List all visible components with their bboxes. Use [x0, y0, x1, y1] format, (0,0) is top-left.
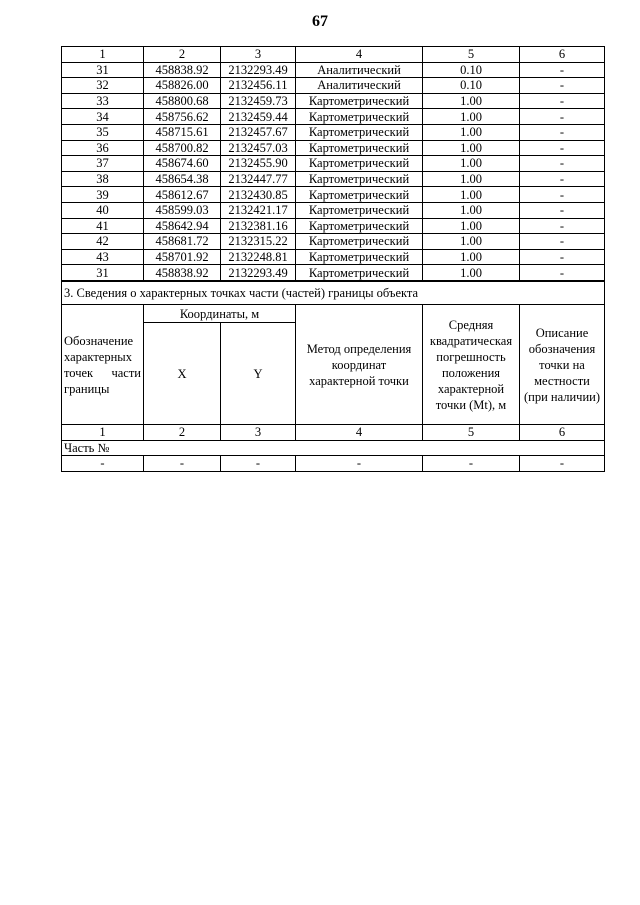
point-number-cell: 39: [62, 187, 144, 203]
accuracy-cell: 1.00: [423, 124, 520, 140]
empty-cell: -: [296, 456, 423, 472]
method-cell: Картометрический: [296, 124, 423, 140]
y-coordinate-cell: 2132447.77: [221, 171, 296, 187]
table-row: [62, 93, 605, 109]
empty-cell: -: [221, 456, 296, 472]
x-coordinate-cell: 458701.92: [144, 249, 221, 265]
accuracy-cell: 1.00: [423, 93, 520, 109]
column-number-cell: 4: [296, 47, 423, 63]
description-cell: -: [520, 93, 605, 109]
description-cell: -: [520, 78, 605, 94]
table-row: [62, 187, 605, 203]
description-cell: -: [520, 202, 605, 218]
table-row: [62, 249, 605, 265]
method-cell: Аналитический: [296, 62, 423, 78]
accuracy-cell: 1.00: [423, 218, 520, 234]
description-cell: -: [520, 156, 605, 172]
x-coordinate-cell: 458642.94: [144, 218, 221, 234]
column-number-row: [62, 47, 605, 63]
point-number-cell: 43: [62, 249, 144, 265]
x-coordinate-cell: 458826.00: [144, 78, 221, 94]
method-cell: Аналитический: [296, 78, 423, 94]
method-cell: Картометрический: [296, 234, 423, 250]
point-number-cell: 31: [62, 265, 144, 281]
numbering-cell: 2: [144, 425, 221, 441]
method-cell: Картометрический: [296, 249, 423, 265]
part-label: Часть №: [62, 440, 605, 456]
column-number-cell: 5: [423, 47, 520, 63]
method-cell: Картометрический: [296, 156, 423, 172]
description-cell: -: [520, 187, 605, 203]
table-row: [62, 78, 605, 94]
point-number-cell: 34: [62, 109, 144, 125]
description-cell: -: [520, 62, 605, 78]
error-header: Средняя квадратическая погрешность положения характерной точки (Mt), м: [423, 305, 520, 425]
point-number-cell: 32: [62, 78, 144, 94]
description-cell: -: [520, 234, 605, 250]
numbering-cell: 4: [296, 425, 423, 441]
accuracy-cell: 1.00: [423, 234, 520, 250]
method-cell: Картометрический: [296, 218, 423, 234]
method-cell: Картометрический: [296, 109, 423, 125]
column-number-cell: 3: [221, 47, 296, 63]
description-cell: -: [520, 218, 605, 234]
description-cell: -: [520, 109, 605, 125]
coordinates-header: Координаты, м: [144, 305, 296, 323]
method-cell: Картометрический: [296, 265, 423, 281]
x-coordinate-cell: 458681.72: [144, 234, 221, 250]
table-row: [62, 124, 605, 140]
point-number-cell: 37: [62, 156, 144, 172]
accuracy-cell: 1.00: [423, 140, 520, 156]
accuracy-cell: 1.00: [423, 171, 520, 187]
method-cell: Картометрический: [296, 93, 423, 109]
method-cell: Картометрический: [296, 140, 423, 156]
y-coordinate-cell: 2132315.22: [221, 234, 296, 250]
numbering-cell: 3: [221, 425, 296, 441]
point-number-cell: 31: [62, 62, 144, 78]
point-number-cell: 41: [62, 218, 144, 234]
point-number-cell: 38: [62, 171, 144, 187]
x-coordinate-cell: 458715.61: [144, 124, 221, 140]
table-row: [62, 140, 605, 156]
table-row: [62, 202, 605, 218]
x-coordinate-cell: 458654.38: [144, 171, 221, 187]
y-coordinate-cell: 2132421.17: [221, 202, 296, 218]
table-row: [62, 234, 605, 250]
method-cell: Картометрический: [296, 171, 423, 187]
x-header: X: [144, 323, 221, 425]
table-row: [62, 218, 605, 234]
parts-table: [61, 281, 605, 472]
numbering-cell: 6: [520, 425, 605, 441]
y-coordinate-cell: 2132248.81: [221, 249, 296, 265]
y-coordinate-cell: 2132381.16: [221, 218, 296, 234]
table-row: [62, 265, 605, 281]
page-number: 67: [312, 13, 328, 30]
x-coordinate-cell: 458599.03: [144, 202, 221, 218]
numbering-cell: 1: [62, 425, 144, 441]
table-row: [62, 62, 605, 78]
y-coordinate-cell: 2132457.67: [221, 124, 296, 140]
accuracy-cell: 1.00: [423, 202, 520, 218]
point-number-cell: 35: [62, 124, 144, 140]
point-number-cell: 33: [62, 93, 144, 109]
y-coordinate-cell: 2132293.49: [221, 265, 296, 281]
y-coordinate-cell: 2132459.73: [221, 93, 296, 109]
accuracy-cell: 0.10: [423, 62, 520, 78]
column-number-cell: 6: [520, 47, 605, 63]
method-cell: Картометрический: [296, 202, 423, 218]
empty-cell: -: [520, 456, 605, 472]
designation-header: Обозначение характерных точек части границы: [62, 305, 144, 425]
accuracy-cell: 1.00: [423, 249, 520, 265]
table-row: [62, 109, 605, 125]
y-coordinate-cell: 2132459.44: [221, 109, 296, 125]
y-coordinate-cell: 2132430.85: [221, 187, 296, 203]
point-number-cell: 40: [62, 202, 144, 218]
section-title: 3. Сведения о характерных точках части (частей) границы объекта: [62, 282, 605, 305]
method-cell: Картометрический: [296, 187, 423, 203]
accuracy-cell: 1.00: [423, 156, 520, 172]
column-number-cell: 2: [144, 47, 221, 63]
y-coordinate-cell: 2132455.90: [221, 156, 296, 172]
point-number-cell: 36: [62, 140, 144, 156]
description-cell: -: [520, 140, 605, 156]
accuracy-cell: 1.00: [423, 265, 520, 281]
accuracy-cell: 1.00: [423, 187, 520, 203]
description-cell: -: [520, 124, 605, 140]
description-cell: -: [520, 265, 605, 281]
column-number-cell: 1: [62, 47, 144, 63]
x-coordinate-cell: 458612.67: [144, 187, 221, 203]
y-header: Y: [221, 323, 296, 425]
table-row: [62, 171, 605, 187]
method-header: Метод определения координат характерной точки: [296, 305, 423, 425]
numbering-cell: 5: [423, 425, 520, 441]
x-coordinate-cell: 458838.92: [144, 265, 221, 281]
point-number-cell: 42: [62, 234, 144, 250]
y-coordinate-cell: 2132456.11: [221, 78, 296, 94]
accuracy-cell: 1.00: [423, 109, 520, 125]
y-coordinate-cell: 2132293.49: [221, 62, 296, 78]
x-coordinate-cell: 458674.60: [144, 156, 221, 172]
x-coordinate-cell: 458838.92: [144, 62, 221, 78]
description-header: Описание обозначения точки на местности (при наличии): [520, 305, 605, 425]
x-coordinate-cell: 458800.68: [144, 93, 221, 109]
accuracy-cell: 0.10: [423, 78, 520, 94]
x-coordinate-cell: 458700.82: [144, 140, 221, 156]
description-cell: -: [520, 249, 605, 265]
coordinates-table: [61, 46, 605, 281]
empty-cell: -: [144, 456, 221, 472]
table-row: [62, 156, 605, 172]
description-cell: -: [520, 171, 605, 187]
y-coordinate-cell: 2132457.03: [221, 140, 296, 156]
empty-cell: -: [423, 456, 520, 472]
x-coordinate-cell: 458756.62: [144, 109, 221, 125]
empty-cell: -: [62, 456, 144, 472]
